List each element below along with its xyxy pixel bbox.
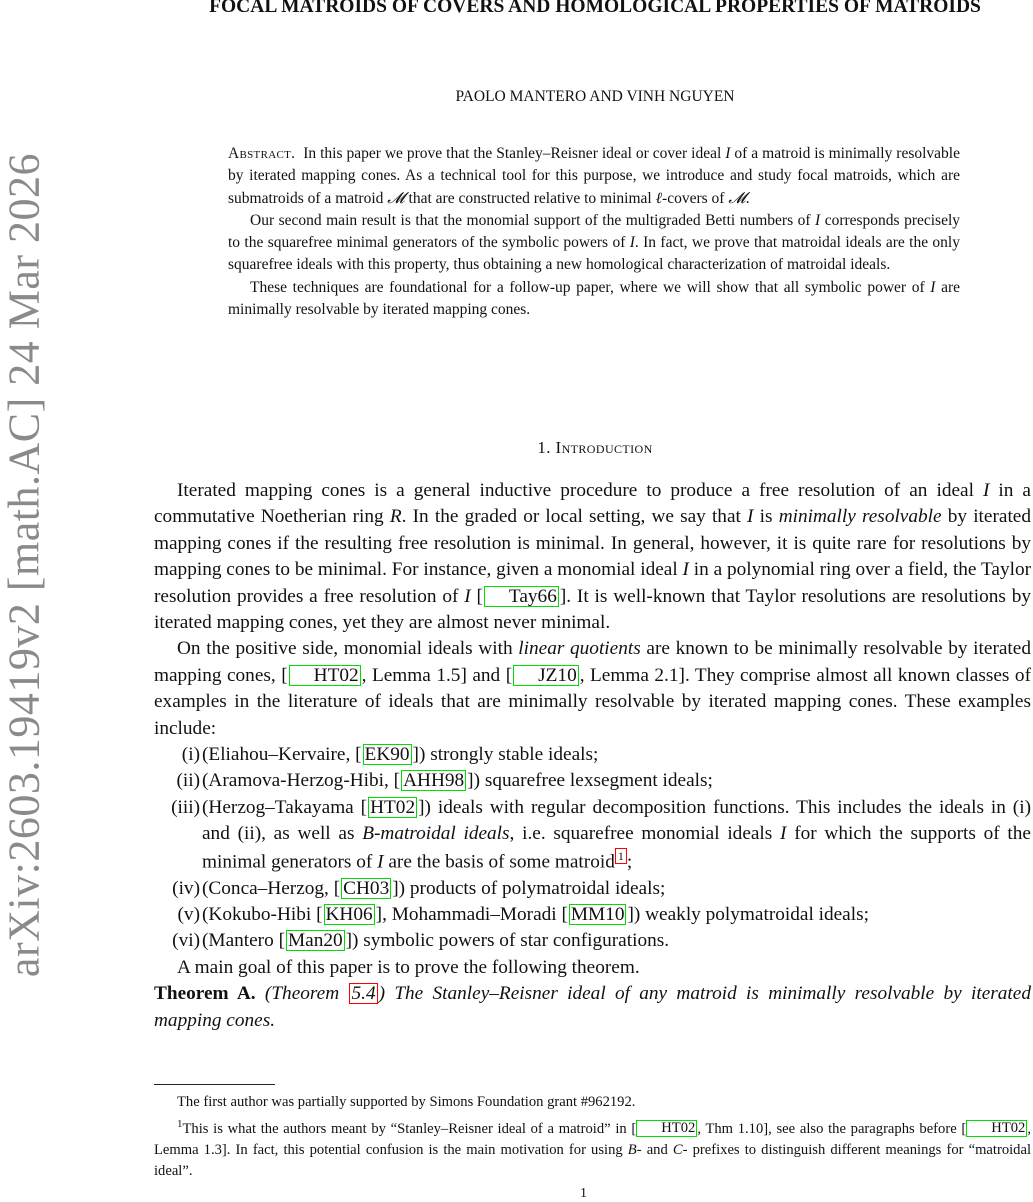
list-item <box>154 795 1031 876</box>
citation-link-man20[interactable]: Man20 <box>288 930 343 952</box>
list-item <box>154 902 1031 928</box>
math-symbol: I <box>377 851 384 873</box>
citation-link-ht02[interactable]: HT02 <box>289 665 361 686</box>
body-text: ) products of polymatroidal ideals; <box>398 877 666 899</box>
funding-footnote: The first author was partially supported by Simons Foundation grant #962192. <box>177 1094 636 1110</box>
footnote-text: - and <box>636 1141 668 1158</box>
math-symbol: 𝓜 <box>728 189 746 207</box>
abstract-paragraph-3 <box>228 277 960 322</box>
list-item-text: (Eliahou–Kervaire, [ EK90 ]) strongly stable ideals; <box>202 744 599 766</box>
citation-link-ht02[interactable]: HT02 <box>636 1120 697 1137</box>
footnote-marker: 1 <box>177 1117 183 1130</box>
list-item-text: (Conca–Herzog, [ CH03 ]) products of polymatroidal ideals; <box>202 877 666 899</box>
math-symbol: I <box>464 585 471 607</box>
citation-link-ahh98[interactable]: AHH98 <box>403 770 465 792</box>
math-symbol: I <box>780 823 787 845</box>
body-text: ) strongly stable ideals; <box>418 744 599 766</box>
math-symbol: ℓ <box>655 189 663 207</box>
list-item-label: (i) <box>181 744 200 766</box>
emphasis-text: linear quotients <box>518 638 641 660</box>
math-symbol: I <box>682 559 689 581</box>
body-text: , Lemma 1.5] and <box>361 664 501 686</box>
citation-link-ch03[interactable]: CH03 <box>343 877 390 899</box>
footnote-1: $^1$This is what the authors meant by “Stanley–Reisner ideal of a matroid” in [ HT02 , Thm 1.10], see also the paragraphs before [ HT02 , Lemma 1.3]. In fact, this potential confusion is the main motivation for using B- and C- prefixes to distinguish different meanings for “matroidal ideal”. <box>154 1117 1032 1180</box>
citation-link-ht02[interactable]: HT02 <box>370 796 416 818</box>
body-text: (Theorem <box>264 983 340 1005</box>
body-text: ) The Stanley–Reisner ideal of any matroid is minimally resolvable by iterated mapping cones. <box>154 983 1031 1031</box>
arxiv-side-stamp <box>0 152 49 978</box>
body-text: ) ideals with regular decomposition functions. This includes the ideals in (i) and (ii), as well as <box>202 796 1031 845</box>
list-item <box>154 928 1031 954</box>
abstract-text: These techniques are foundational for a follow-up paper, where we will show that all symbolic power of <box>250 278 925 296</box>
abstract-paragraph-1: Abstract. In this paper we prove that the Stanley–Reisner ideal or cover ideal I of a matroid is minimally resolvable by iterated mapping cones. As a technical tool for this purpose, we introduce and study focal matroids, which are submatroids of a matroid 𝓜 that are constructed relative to minimal ℓ-covers of 𝓜. <box>228 145 960 207</box>
math-symbol: I <box>747 506 754 528</box>
math-symbol: B <box>627 1141 637 1158</box>
theorem-a <box>154 981 1031 1034</box>
body-text: ; <box>626 851 633 873</box>
citation-link-ht02[interactable]: HT02 <box>966 1120 1027 1137</box>
footnote-text: - prefixes to distinguish different meanings for “matroidal ideal”. <box>154 1141 1032 1180</box>
list-item-label: (iii) <box>171 796 200 818</box>
footnote-reference-link[interactable]: 1 <box>615 848 627 864</box>
abstract <box>228 143 960 321</box>
abstract-heading: Abstract. <box>228 145 296 162</box>
list-item-label: (ii) <box>176 770 200 792</box>
list-item-label: (v) <box>177 903 200 925</box>
abstract-text: In this paper we prove that the Stanley–Reisner ideal or cover ideal <box>303 145 722 162</box>
list-item-text: (Herzog–Takayama [ HT02 ]) ideals with regular decomposition functions. This includes the ideals in (i) and (ii), as well as B-matroidal ideals, i.e. squarefree monomial ideals I for which the supports of the minimal generators of I are the basis of some matroid 1 ; <box>202 796 1031 873</box>
list-item-label: (vi) <box>172 930 200 952</box>
math-symbol: 𝓜 <box>387 189 405 207</box>
theorem-reference-link[interactable]: 5.4 <box>351 983 376 1005</box>
citation-link-jz10[interactable]: JZ10 <box>513 665 579 686</box>
body-text: (Conca–Herzog, <box>202 877 329 899</box>
section-title: Introduction <box>555 438 653 457</box>
theorem-statement <box>154 983 1031 1030</box>
body-text: by iterated mapping cones if the resulting free resolution is minimal. In general, however, it is quite rare for resolutions by mapping cones to be minimal. For instance, given a monomial ideal <box>154 506 1031 581</box>
body-text: in a commutative Noetherian ring <box>154 480 1031 528</box>
body-text: (Herzog–Takayama <box>202 796 354 818</box>
arxiv-identifier[interactable]: arXiv:2603.19419v2 [math.AC] 24 Mar 2026 <box>0 152 49 978</box>
list-item-text: (Mantero [ Man20 ]) symbolic powers of star configurations. <box>202 930 670 952</box>
examples-list <box>154 742 1031 955</box>
abstract-text: corresponds precisely to the squarefree minimal generators of the symbolic powers of <box>228 211 961 252</box>
math-symbol: I <box>982 480 990 501</box>
paper-title: FOCAL MATROIDS OF COVERS AND HOMOLOGICAL PROPERTIES OF MATROIDS <box>209 0 981 17</box>
introduction-body <box>154 478 1031 1034</box>
abstract-text: -covers of <box>662 189 725 207</box>
footnote-text: , Thm 1.10], see also the paragraphs before <box>697 1120 957 1137</box>
list-item-text: (Aramova-Herzog-Hibi, [ AHH98 ]) squarefree lexsegment ideals; <box>202 770 713 792</box>
footnote-divider <box>154 1084 275 1085</box>
body-text: ) symbolic powers of star configurations. <box>352 930 670 952</box>
list-item-label: (iv) <box>172 877 200 899</box>
body-text: are the basis of some matroid <box>388 851 615 873</box>
citation-link-mm10[interactable]: MM10 <box>570 903 625 925</box>
list-item-text: (Kokubo-Hibi [ KH06 ], Mohammadi–Moradi [ MM10 ]) weakly polymatroidal ideals; <box>202 903 869 925</box>
abstract-paragraph-2 <box>228 210 960 277</box>
body-text: (Eliahou–Kervaire, <box>202 744 351 766</box>
body-text: for which the supports of the minimal generators of <box>202 823 1031 873</box>
intro-paragraph-2: On the positive side, monomial ideals with linear quotients are known to be minimally resolvable by iterated mapping cones, [ HT02 , Lemma 1.5] and [ JZ10 , Lemma 2.1]. They comprise almost all known classes of examples in the literature of ideals that are minimally resolvable by iterated mapping cones. These examples include: <box>154 638 1031 739</box>
body-text: , Mohammadi–Moradi <box>382 903 557 925</box>
emphasis-text: B-matroidal ideals <box>362 823 510 845</box>
body-text: . In the graded or local setting, we say that <box>401 506 741 528</box>
body-text: are known to be minimally resolvable by iterated mapping cones, <box>154 638 1031 686</box>
footnotes <box>154 1092 1031 1183</box>
abstract-text: are minimally resolvable by iterated mapping cones. <box>228 278 961 319</box>
paper-authors: PAOLO MANTERO AND VINH NGUYEN <box>455 88 735 105</box>
footnote-text: This is what the authors meant by “Stanley–Reisner ideal of a matroid” in <box>182 1120 627 1137</box>
body-text: (Mantero <box>202 930 274 952</box>
math-symbol: I <box>725 145 731 162</box>
body-text: ) weakly polymatroidal ideals; <box>633 903 869 925</box>
body-text: Iterated mapping cones is a general inductive procedure to produce a free resolution of an ideal <box>177 480 974 501</box>
body-text: ) squarefree lexsegment ideals; <box>473 770 713 792</box>
intro-paragraph-1: Iterated mapping cones is a general inductive procedure to produce a free resolution of an ideal I in a commutative Noetherian ring R. In the graded or local setting, we say that I is minimally resolvable by iterated mapping cones if the resulting free resolution is minimal. In general, however, it is quite rare for resolutions by mapping cones to be minimal. For instance, given a monomial ideal I in a polynomial ring over a field, the Taylor resolution provides a free resolution of I [ Tay66 ]. It is well-known that Taylor resolutions are resolutions by iterated mapping cones, yet they are almost never minimal. <box>154 480 1032 634</box>
abstract-text: Our second main result is that the monomial support of the multigraded Betti numbers of <box>250 211 811 229</box>
body-text: . It is well-known that Taylor resolutions are resolutions by iterated mapping cones, yet they are almost never minimal. <box>154 585 1032 634</box>
body-text: (Aramova-Herzog-Hibi, <box>202 770 389 792</box>
list-item <box>154 742 1031 768</box>
abstract-text: . In fact, we prove that matroidal ideals are the only squarefree ideals with this property, thus obtaining a new homological characterization of matroidal ideals. <box>228 234 960 274</box>
footnote-text: , Lemma 1.3]. In fact, this potential confusion is the main motivation for using <box>154 1120 1031 1158</box>
abstract-text: of a matroid is minimally resolvable by iterated mapping cones. As a technical tool for this purpose, we introduce and study focal matroids, which are submatroids of a matroid <box>228 145 960 207</box>
math-symbol: R <box>389 506 402 528</box>
math-symbol: I <box>930 278 936 296</box>
page-number: 1 <box>580 1186 587 1201</box>
citation-link-kh06[interactable]: KH06 <box>325 903 373 925</box>
abstract-text: that are constructed relative to minimal <box>408 189 652 207</box>
emphasis-text: minimally resolvable <box>778 506 942 528</box>
goal-sentence: A main goal of this paper is to prove the following theorem. <box>177 956 640 978</box>
list-item <box>154 768 1031 794</box>
citation-link-tay66[interactable]: Tay66 <box>484 586 559 607</box>
body-text: On the positive side, monomial ideals with <box>177 638 513 660</box>
body-text: , Lemma 2.1]. They comprise almost all known classes of examples in the literature of ideals that are minimally resolvable by iterated mapping cones. These examples include: <box>154 664 1031 739</box>
math-symbol: I <box>629 234 635 252</box>
section-number: 1. <box>537 438 551 457</box>
theorem-label: Theorem A. <box>154 983 256 1005</box>
math-symbol: C <box>672 1141 683 1158</box>
body-text: , i.e. squarefree monomial ideals <box>509 823 773 845</box>
list-item <box>154 876 1031 902</box>
body-text: is <box>759 506 773 528</box>
math-symbol: I <box>815 211 821 229</box>
body-text: in a polynomial ring over a field, the Taylor resolution provides a free resolution of <box>154 559 1032 607</box>
body-text: (Kokubo-Hibi <box>202 903 312 925</box>
section-heading <box>160 438 1030 458</box>
citation-link-ek90[interactable]: EK90 <box>364 744 410 766</box>
